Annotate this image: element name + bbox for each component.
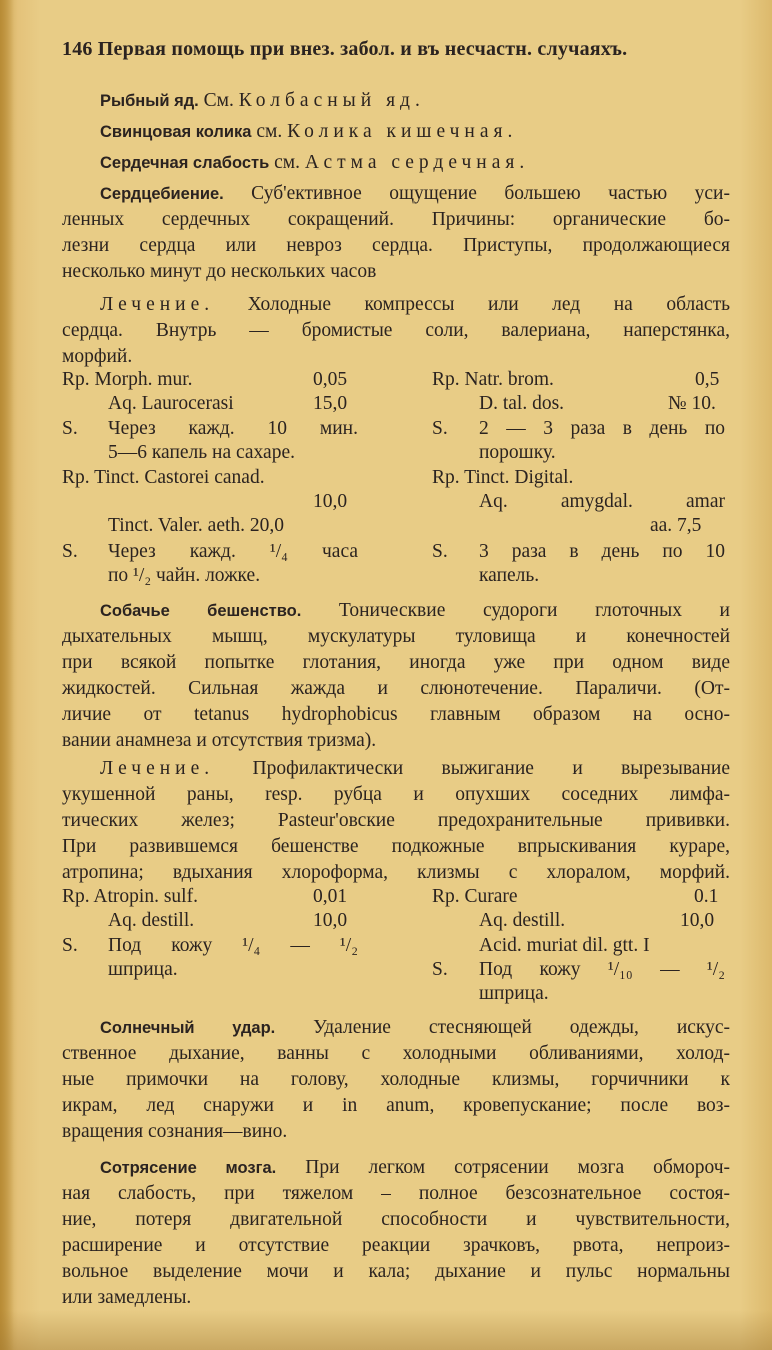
rx-signa: S. [432, 418, 448, 439]
rx-line: по ¹/₂ чайн. ложке. [108, 565, 261, 586]
rx-line: 2 — 3 раза в день по [479, 418, 725, 439]
rx-line: 5—6 капель на сахаре. [108, 442, 295, 463]
rx-line: Acid. muriat dil. gtt. I [479, 935, 650, 956]
rx-signa: S. [62, 541, 78, 562]
rx-dose: 0,01 [313, 886, 348, 907]
rx-dose: 10,0 [680, 910, 715, 931]
sunstroke-line-3: ные примочки на голову, холодные клизмы, горчичники к [62, 1069, 730, 1090]
rx-line: Rp. Curare [432, 886, 518, 907]
rx-line: 3 раза в день по 10 [479, 541, 725, 562]
rx-line: Rp. Morph. mur. [62, 369, 193, 390]
rx-line: Под кожу ¹/₄ — ¹/₂ [108, 935, 358, 956]
rx-signa: S. [432, 541, 448, 562]
palpitation-line-4: несколько минут до нескольких часов [62, 261, 377, 282]
rabies-heading: Собачье бешенство. [100, 602, 302, 620]
sunstroke-heading: Солнечный удар. [100, 1019, 276, 1037]
ref-fish-poison: Рыбный яд. См. Колбасный яд. [100, 90, 425, 111]
rx-signa: S. [62, 418, 78, 439]
rx-line: Rp. Tinct. Castorei canad. [62, 467, 265, 488]
palpitation-treatment-1: Лечение. Холодные компрессы или лед на область [100, 294, 730, 315]
page-header: 146 Первая помощь при внез. забол. и въ несчастн. случаяхъ. [62, 38, 628, 60]
rx-dose: aa. 7,5 [650, 515, 702, 536]
rx-line: Rp. Tinct. Digital. [432, 467, 574, 488]
rabies-treatment-3: тических желез; Pasteur'овские предохранительные прививки. [62, 810, 730, 831]
ref-lead-colic: Свинцовая колика см. Колика кишечная. [100, 121, 518, 142]
concussion-line-3: ние, потеря двигательной способности и чувствительности, [62, 1209, 730, 1230]
palpitation-treatment-3: морфий. [62, 346, 133, 367]
rabies-treatment-2: укушенной раны, resp. рубца и опухших соседних лимфа- [62, 784, 730, 805]
rabies-treatment-4: При развившемся бешенстве подкожные впрыскивания кураре, [62, 836, 730, 857]
palpitation-treatment-2: сердца. Внутрь — бромистые соли, валериана, наперстянка, [62, 320, 730, 341]
rx-line: порошку. [479, 442, 556, 463]
rx-dose: 10,0 [313, 491, 348, 512]
rabies-line-6: вании анамнеза и отсутствия тризма). [62, 730, 377, 751]
rx-line: Под кожу ¹/₁₀ — ¹/₂ [479, 959, 725, 980]
rabies-treatment-5: атропина; вдыхания хлороформа, клизмы с хлоралом, морфий. [62, 862, 730, 883]
rx-dose: 15,0 [313, 393, 348, 414]
concussion-line-2: ная слабость, при тяжелом – полное безсознательное состоя- [62, 1183, 730, 1204]
rx-dose: 0,05 [313, 369, 348, 390]
palpitation-line-2: ленных сердечных сокращений. Причины: органические бо- [62, 209, 730, 230]
rx-dose: № 10. [668, 393, 716, 414]
rx-line: Через кажд. ¹/₄ часа [108, 541, 358, 562]
rx-line: Aq. Laurocerasi [108, 393, 234, 414]
sunstroke-line-2: ственное дыхание, ванны с холодными обливаниями, холод- [62, 1043, 730, 1064]
palpitation-line-3: лезни сердца или невроз сердца. Приступы, продолжающиеся [62, 235, 730, 256]
rx-line: D. tal. dos. [479, 393, 565, 414]
page-bottom-shadow [0, 1310, 772, 1350]
rabies-line-4: жидкостей. Сильная жажда и слюнотечение. Параличи. (От- [62, 678, 730, 699]
palpitation-line-1: Сердцебиение. Суб'ективное ощущение большею частью уси- [100, 183, 730, 204]
rx-dose: 10,0 [313, 910, 348, 931]
rx-line: Rp. Natr. brom. [432, 369, 554, 390]
rx-line: Aq. destill. [479, 910, 566, 931]
concussion-line-5: вольное выделение мочи и кала; дыхание и пульс нормальны [62, 1261, 730, 1282]
ref-heart-weakness: Сердечная слабость см. Астма сердечная. [100, 152, 530, 173]
rabies-treatment-1: Лечение. Профилактически выжигание и вырезывание [100, 758, 730, 779]
rabies-line-2: дыхательных мышц, мускулатуры туловища и конечностей [62, 626, 730, 647]
rx-line: Tinct. Valer. aeth. 20,0 [108, 515, 285, 536]
concussion-heading: Сотрясение мозга. [100, 1159, 277, 1177]
palpitation-heading: Сердцебиение. [100, 185, 224, 203]
concussion-line-4: расширение и отсутствие реакции зрачковъ, рвота, непроиз- [62, 1235, 730, 1256]
rx-dose: 0,5 [695, 369, 720, 390]
rx-line: капель. [479, 565, 540, 586]
rx-line: шприца. [108, 959, 178, 980]
rx-signa: S. [62, 935, 78, 956]
rx-dose: 0.1 [694, 886, 719, 907]
rx-line: Aq. destill. [108, 910, 195, 931]
concussion-line-6: или замедлены. [62, 1287, 192, 1308]
sunstroke-line-5: вращения сознания—вино. [62, 1121, 288, 1142]
rx-signa: S. [432, 959, 448, 980]
sunstroke-line-1: Солнечный удар. Удаление стесняющей одежды, искус- [100, 1017, 731, 1038]
rabies-line-3: при всякой попытке глотания, иногда уже при одном виде [62, 652, 730, 673]
rabies-line-1: Собачье бешенство. Тоническвие судороги глоточных и [100, 600, 730, 621]
concussion-line-1: Сотрясение мозга. При легком сотрясении мозга обмороч- [100, 1157, 730, 1178]
page-edge-shadow [0, 0, 14, 1350]
rx-line: Aq. amygdal. amar [479, 491, 725, 512]
rabies-line-5: личие от tetanus hydrophobicus главным образом на осно- [62, 704, 730, 725]
sunstroke-line-4: икрам, лед снаружи и in anum, кровепускание; после воз- [62, 1095, 730, 1116]
rx-line: Через кажд. 10 мин. [108, 418, 358, 439]
rx-line: Rp. Atropin. sulf. [62, 886, 198, 907]
rx-line: шприца. [479, 983, 549, 1004]
